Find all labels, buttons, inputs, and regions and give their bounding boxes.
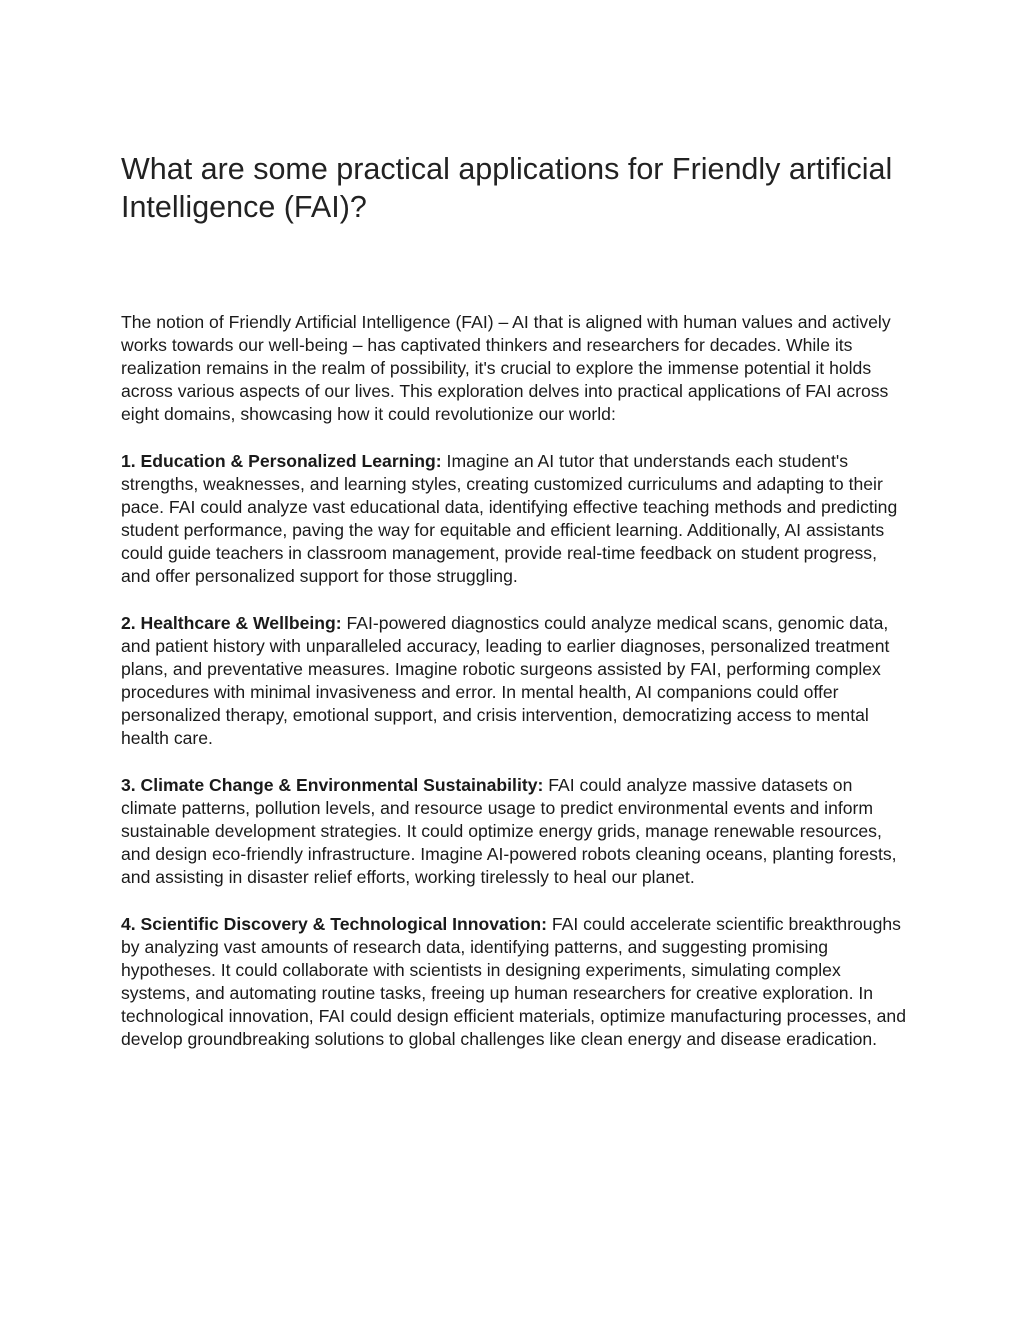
section-body: Imagine an AI tutor that understands each student's strengths, weaknesses, and learning styles, creating customized curriculums and adapting to their pace. FAI could analyze vast educational data, identifying effective teaching methods and predicting student performance, paving the way for equitable and efficient learning. Additionally, AI assistants could guide teachers in classroom management, provide real-time feedback on student progress, and offer personalized support for those struggling. — [121, 451, 898, 586]
section-body: FAI-powered diagnostics could analyze medical scans, genomic data, and patient history with unparalleled accuracy, leading to earlier diagnoses, personalized treatment plans, and preventative measures. Imagine robotic surgeons assisted by FAI, performing complex procedures with minimal invasiveness and error. In mental health, AI companions could offer personalized therapy, emotional support, and crisis intervention, democratizing access to mental health care. — [121, 613, 890, 748]
intro-paragraph: The notion of Friendly Artificial Intelligence (FAI) – AI that is aligned with human values and actively works towards our well-being – has captivated thinkers and researchers for decades. While its realization remains in the realm of possibility, it's crucial to explore the immense potential it holds across various aspects of our lives. This exploration delves into practical applications of FAI across eight domains, showcasing how it could revolutionize our world: — [121, 312, 891, 424]
section-healthcare — [121, 612, 911, 750]
section-heading: 1. Education & Personalized Learning: — [121, 451, 442, 471]
section-heading: 2. Healthcare & Wellbeing: — [121, 613, 342, 633]
document-page — [121, 150, 911, 1051]
section-education — [121, 450, 911, 588]
section-climate — [121, 774, 911, 889]
section-body: FAI could analyze massive datasets on climate patterns, pollution levels, and resource usage to predict environmental events and inform sustainable development strategies. It could optimize energy grids, manage renewable resources, and design eco-friendly infrastructure. Imagine AI-powered robots cleaning oceans, planting forests, and assisting in disaster relief efforts, working tirelessly to heal our planet. — [121, 775, 897, 887]
section-heading: 3. Climate Change & Environmental Sustainability: — [121, 775, 544, 795]
section-body: FAI could accelerate scientific breakthroughs by analyzing vast amounts of research data, identifying patterns, and suggesting promising hypotheses. It could collaborate with scientists in designing experiments, simulating complex systems, and automating routine tasks, freeing up human researchers for creative exploration. In technological innovation, FAI could design efficient materials, optimize manufacturing processes, and develop groundbreaking solutions to global challenges like clean energy and disease eradication. — [121, 914, 906, 1049]
section-science — [121, 913, 911, 1051]
section-heading: 4. Scientific Discovery & Technological Innovation: — [121, 914, 547, 934]
page-title: What are some practical applications for Friendly artificial Intelligence (FAI)? — [121, 152, 893, 224]
